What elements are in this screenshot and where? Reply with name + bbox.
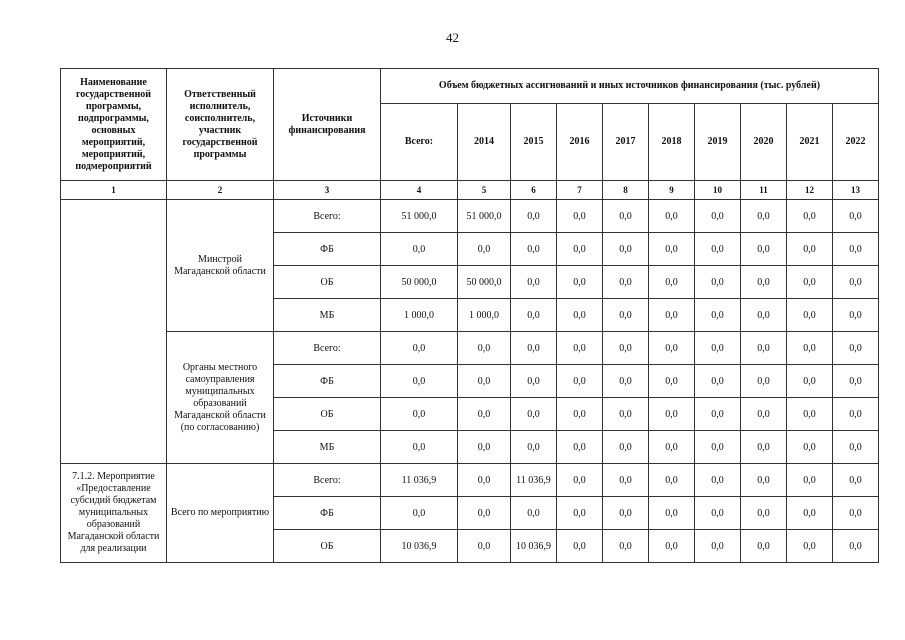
value-year: 0,0: [787, 332, 833, 365]
header-year: Всего:: [381, 104, 458, 181]
value-year: 0,0: [787, 530, 833, 563]
column-number: 3: [274, 181, 381, 200]
header-year: 2021: [787, 104, 833, 181]
value-year: 0,0: [557, 464, 603, 497]
funding-source: ФБ: [274, 365, 381, 398]
column-number: 12: [787, 181, 833, 200]
value-total: 50 000,0: [381, 266, 458, 299]
value-year: 50 000,0: [458, 266, 511, 299]
value-year: 0,0: [649, 365, 695, 398]
value-year: 0,0: [603, 497, 649, 530]
value-year: 0,0: [603, 332, 649, 365]
value-year: 0,0: [741, 431, 787, 464]
value-year: 0,0: [833, 431, 879, 464]
column-number: 9: [649, 181, 695, 200]
header-year: 2022: [833, 104, 879, 181]
value-year: 0,0: [695, 365, 741, 398]
value-year: 0,0: [741, 530, 787, 563]
value-year: 0,0: [603, 299, 649, 332]
value-year: 0,0: [511, 299, 557, 332]
value-year: 11 036,9: [511, 464, 557, 497]
value-year: 0,0: [833, 398, 879, 431]
header-year: 2019: [695, 104, 741, 181]
value-year: 0,0: [787, 299, 833, 332]
header-names: Наименование государственной программы, подпрограммы, основных мероприятий, мероприятий, подмероприятий: [61, 69, 167, 181]
table-row: [61, 464, 879, 497]
value-year: 0,0: [649, 398, 695, 431]
value-year: 0,0: [649, 431, 695, 464]
value-year: 0,0: [787, 365, 833, 398]
value-year: 0,0: [511, 332, 557, 365]
value-year: 0,0: [741, 464, 787, 497]
header-volume-group: Объем бюджетных ассигнований и иных источников финансирования (тыс. рублей): [381, 69, 879, 104]
header-year: 2016: [557, 104, 603, 181]
value-total: 10 036,9: [381, 530, 458, 563]
value-year: 0,0: [741, 497, 787, 530]
value-year: 0,0: [787, 266, 833, 299]
value-year: 0,0: [833, 464, 879, 497]
value-year: 0,0: [649, 464, 695, 497]
value-year: 0,0: [511, 200, 557, 233]
column-number: 7: [557, 181, 603, 200]
value-year: 0,0: [833, 365, 879, 398]
value-year: 0,0: [603, 464, 649, 497]
value-year: 0,0: [787, 233, 833, 266]
value-year: 0,0: [511, 497, 557, 530]
value-total: 1 000,0: [381, 299, 458, 332]
funding-source: Всего:: [274, 332, 381, 365]
value-total: 0,0: [381, 497, 458, 530]
value-year: 0,0: [511, 365, 557, 398]
value-year: 0,0: [603, 398, 649, 431]
value-year: 0,0: [741, 398, 787, 431]
value-year: 0,0: [741, 200, 787, 233]
value-year: 0,0: [833, 233, 879, 266]
value-year: 0,0: [557, 266, 603, 299]
value-year: 51 000,0: [458, 200, 511, 233]
value-year: 10 036,9: [511, 530, 557, 563]
value-year: 0,0: [557, 332, 603, 365]
value-year: 0,0: [458, 398, 511, 431]
value-year: 0,0: [649, 497, 695, 530]
funding-source: Всего:: [274, 464, 381, 497]
value-year: 0,0: [695, 200, 741, 233]
value-total: 51 000,0: [381, 200, 458, 233]
column-number: 6: [511, 181, 557, 200]
value-year: 1 000,0: [458, 299, 511, 332]
value-year: 0,0: [603, 530, 649, 563]
column-number: 4: [381, 181, 458, 200]
table-row: [61, 332, 879, 365]
value-year: 0,0: [787, 200, 833, 233]
value-year: 0,0: [511, 266, 557, 299]
value-year: 0,0: [649, 299, 695, 332]
value-year: 0,0: [833, 266, 879, 299]
value-year: 0,0: [741, 233, 787, 266]
value-year: 0,0: [833, 332, 879, 365]
value-year: 0,0: [649, 266, 695, 299]
value-year: 0,0: [649, 530, 695, 563]
value-year: 0,0: [557, 365, 603, 398]
value-year: 0,0: [557, 398, 603, 431]
funding-source: ФБ: [274, 497, 381, 530]
header-year: 2015: [511, 104, 557, 181]
event-name: 7.1.2. Мероприятие «Предоставление субсидий бюджетам муниципальных образований Магаданской области для реализации: [61, 464, 167, 563]
funding-source: ФБ: [274, 233, 381, 266]
header-year: 2020: [741, 104, 787, 181]
value-year: 0,0: [787, 497, 833, 530]
funding-source: МБ: [274, 299, 381, 332]
value-year: 0,0: [787, 398, 833, 431]
value-year: 0,0: [833, 530, 879, 563]
column-number: 8: [603, 181, 649, 200]
page-number: 42: [446, 30, 459, 45]
column-number: 2: [167, 181, 274, 200]
value-year: 0,0: [458, 332, 511, 365]
funding-source: ОБ: [274, 398, 381, 431]
value-year: 0,0: [833, 200, 879, 233]
responsible-executor: Всего по мероприятию: [167, 464, 274, 563]
value-total: 0,0: [381, 332, 458, 365]
value-year: 0,0: [557, 530, 603, 563]
value-year: 0,0: [741, 266, 787, 299]
value-year: 0,0: [695, 464, 741, 497]
header-year: 2017: [603, 104, 649, 181]
value-total: 0,0: [381, 398, 458, 431]
value-year: 0,0: [603, 431, 649, 464]
value-year: 0,0: [603, 200, 649, 233]
value-year: 0,0: [603, 365, 649, 398]
column-number: 13: [833, 181, 879, 200]
value-year: 0,0: [695, 332, 741, 365]
funding-source: Всего:: [274, 200, 381, 233]
header-sources: Источники финансирования: [274, 69, 381, 181]
header-responsible: Ответственный исполнитель, соисполнитель, участник государственной программы: [167, 69, 274, 181]
value-year: 0,0: [458, 431, 511, 464]
column-number: 1: [61, 181, 167, 200]
column-number: 5: [458, 181, 511, 200]
value-year: 0,0: [741, 332, 787, 365]
value-year: 0,0: [695, 431, 741, 464]
value-total: 0,0: [381, 365, 458, 398]
value-year: 0,0: [603, 266, 649, 299]
value-year: 0,0: [833, 497, 879, 530]
responsible-executor: Органы местного самоуправления муниципальных образований Магаданской области (по согласованию): [167, 332, 274, 464]
value-year: 0,0: [458, 530, 511, 563]
value-year: 0,0: [557, 497, 603, 530]
value-year: 0,0: [557, 200, 603, 233]
funding-source: МБ: [274, 431, 381, 464]
value-year: 0,0: [695, 233, 741, 266]
value-year: 0,0: [787, 464, 833, 497]
value-year: 0,0: [557, 431, 603, 464]
table-row: [61, 200, 879, 233]
responsible-executor: Минстрой Магаданской области: [167, 200, 274, 332]
value-year: 0,0: [511, 233, 557, 266]
column-number: 11: [741, 181, 787, 200]
value-year: 0,0: [695, 299, 741, 332]
funding-source: ОБ: [274, 530, 381, 563]
column-number: 10: [695, 181, 741, 200]
value-year: 0,0: [458, 233, 511, 266]
header-year: 2014: [458, 104, 511, 181]
value-year: 0,0: [695, 266, 741, 299]
value-year: 0,0: [458, 497, 511, 530]
value-year: 0,0: [695, 497, 741, 530]
header-year: 2018: [649, 104, 695, 181]
empty-name-cell: [61, 200, 167, 464]
value-total: 0,0: [381, 233, 458, 266]
value-total: 11 036,9: [381, 464, 458, 497]
value-year: 0,0: [695, 530, 741, 563]
value-year: 0,0: [458, 365, 511, 398]
value-total: 0,0: [381, 431, 458, 464]
value-year: 0,0: [833, 299, 879, 332]
value-year: 0,0: [649, 200, 695, 233]
value-year: 0,0: [557, 299, 603, 332]
value-year: 0,0: [557, 233, 603, 266]
value-year: 0,0: [511, 398, 557, 431]
funding-source: ОБ: [274, 266, 381, 299]
value-year: 0,0: [741, 365, 787, 398]
value-year: 0,0: [603, 233, 649, 266]
budget-table: [60, 68, 879, 563]
value-year: 0,0: [649, 233, 695, 266]
value-year: 0,0: [695, 398, 741, 431]
value-year: 0,0: [649, 332, 695, 365]
value-year: 0,0: [511, 431, 557, 464]
value-year: 0,0: [458, 464, 511, 497]
value-year: 0,0: [741, 299, 787, 332]
value-year: 0,0: [787, 431, 833, 464]
